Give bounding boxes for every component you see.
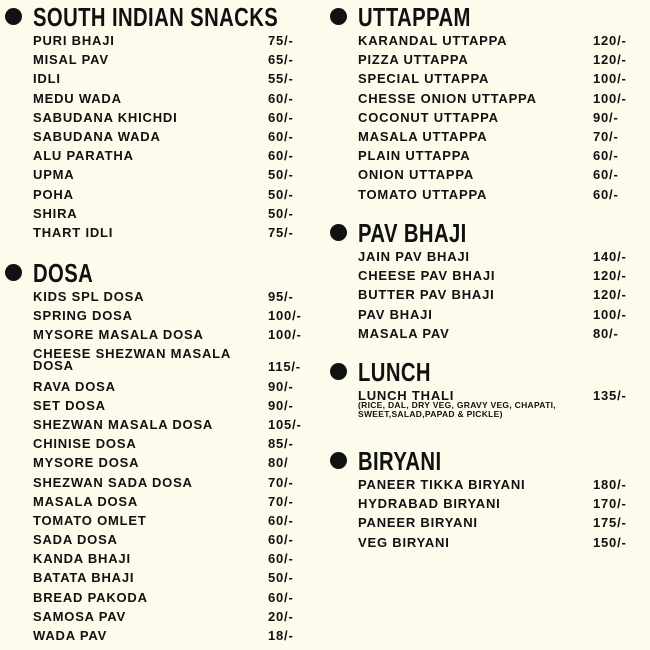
item-name: SPRING DOSA bbox=[33, 308, 133, 324]
item-name: ONION UTTAPPA bbox=[358, 167, 475, 183]
item-price: 18/- bbox=[268, 628, 294, 643]
item-price: 180/- bbox=[593, 477, 627, 492]
item-name: HYDRABAD BIRYANI bbox=[358, 496, 501, 512]
section-title: DOSA bbox=[33, 258, 94, 288]
item-name: VEG BIRYANI bbox=[358, 534, 450, 550]
item-name: RAVA DOSA bbox=[33, 378, 116, 394]
item-price: 50/- bbox=[268, 570, 294, 586]
item-name: SABUDANA WADA bbox=[33, 128, 161, 144]
item-price: 60/- bbox=[268, 128, 294, 144]
item-name: THART IDLI bbox=[33, 224, 114, 240]
item-name: TOMATO UTTAPPA bbox=[358, 186, 488, 202]
item-name: PURI BHAJI bbox=[33, 33, 115, 48]
bullet-icon bbox=[330, 224, 347, 241]
item-name: SET DOSA bbox=[33, 397, 106, 413]
item-name: BATATA BHAJI bbox=[33, 570, 135, 586]
item-name: TOMATO OMLET bbox=[33, 512, 147, 528]
item-price: 50/- bbox=[268, 205, 294, 221]
item-name: UPMA bbox=[33, 167, 75, 183]
item-name: SHIRA bbox=[33, 205, 78, 221]
item-price: 120/- bbox=[593, 52, 627, 68]
item-name: MASALA DOSA bbox=[33, 493, 139, 509]
item-price: 95/- bbox=[268, 289, 294, 304]
item-price: 60/- bbox=[268, 532, 294, 548]
item-name: CHINISE DOSA bbox=[33, 436, 137, 452]
item-price: 170/- bbox=[593, 496, 627, 512]
item-price: 80/- bbox=[593, 325, 619, 341]
item-name: KIDS SPL DOSA bbox=[33, 289, 145, 304]
item-price: 60/- bbox=[593, 148, 619, 164]
item-price: 60/- bbox=[593, 167, 619, 183]
item-name: ALU PARATHA bbox=[33, 148, 134, 164]
item-name: MISAL PAV bbox=[33, 52, 109, 68]
item-price: 100/- bbox=[268, 308, 302, 324]
item-name: SPECIAL UTTAPPA bbox=[358, 71, 490, 87]
item-price: 60/- bbox=[268, 148, 294, 164]
item-price: 90/- bbox=[268, 397, 294, 413]
item-price: 100/- bbox=[268, 327, 302, 343]
item-price: 50/- bbox=[268, 186, 294, 202]
item-price: 60/- bbox=[268, 589, 294, 605]
item-price: 60/- bbox=[268, 551, 294, 567]
item-price: 90/- bbox=[268, 378, 294, 394]
item-price: 60/- bbox=[268, 109, 294, 125]
item-price: 140/- bbox=[593, 249, 627, 264]
item-name: PAV BHAJI bbox=[358, 306, 433, 322]
item-price: 85/- bbox=[268, 436, 294, 452]
item-name: CHESSE ONION UTTAPPA bbox=[358, 90, 537, 106]
item-name: SAMOSA PAV bbox=[33, 608, 126, 624]
item-note: (RICE, DAL, DRY VEG, GRAVY VEG, CHAPATI, SWEET,SALAD,PAPAD & PICKLE) bbox=[358, 400, 556, 419]
item-price: 65/- bbox=[268, 52, 294, 68]
item-price: 50/- bbox=[268, 167, 294, 183]
item-name: JAIN PAV BHAJI bbox=[358, 249, 470, 264]
item-name: MASALA UTTAPPA bbox=[358, 128, 488, 144]
section-title: SOUTH INDIAN SNACKS bbox=[33, 2, 279, 32]
item-name: PANEER TIKKA BIRYANI bbox=[358, 477, 526, 492]
item-price: 120/- bbox=[593, 287, 627, 303]
item-name: KARANDAL UTTAPPA bbox=[358, 33, 508, 48]
item-price: 120/- bbox=[593, 268, 627, 284]
bullet-icon bbox=[5, 8, 22, 25]
item-price: 90/- bbox=[593, 109, 619, 125]
item-name: PANEER BIRYANI bbox=[358, 515, 478, 531]
item-name: SADA DOSA bbox=[33, 532, 118, 548]
item-price: 100/- bbox=[593, 90, 627, 106]
item-name: MYSORE DOSA bbox=[33, 455, 140, 471]
item-price: 175/- bbox=[593, 515, 627, 531]
item-price: 60/- bbox=[268, 90, 294, 106]
bullet-icon bbox=[330, 8, 347, 25]
item-price: 115/- bbox=[268, 358, 301, 374]
item-name: SHEZWAN SADA DOSA bbox=[33, 474, 193, 490]
item-price: 75/- bbox=[268, 33, 294, 48]
item-name: COCONUT UTTAPPA bbox=[358, 109, 499, 125]
item-price: 120/- bbox=[593, 33, 627, 48]
item-price: 55/- bbox=[268, 71, 294, 87]
item-name: WADA PAV bbox=[33, 628, 108, 643]
item-price: 60/- bbox=[593, 186, 619, 202]
item-name: SABUDANA KHICHDI bbox=[33, 109, 178, 125]
section-title: BIRYANI bbox=[358, 446, 442, 476]
item-name: PLAIN UTTAPPA bbox=[358, 148, 471, 164]
item-price: 100/- bbox=[593, 71, 627, 87]
item-name: SHEZWAN MASALA DOSA bbox=[33, 416, 214, 432]
item-price: 105/- bbox=[268, 416, 302, 432]
bullet-icon bbox=[330, 363, 347, 380]
item-price: 60/- bbox=[268, 512, 294, 528]
bullet-icon bbox=[330, 452, 347, 469]
item-name: BREAD PAKODA bbox=[33, 589, 148, 605]
section-title: UTTAPPAM bbox=[358, 2, 471, 32]
item-name: MEDU WADA bbox=[33, 90, 122, 106]
item-price: 80/ bbox=[268, 455, 289, 471]
item-name: BUTTER PAV BHAJI bbox=[358, 287, 495, 303]
item-name: CHEESE SHEZWAN MASALA DOSA bbox=[33, 345, 231, 374]
item-name: POHA bbox=[33, 186, 74, 202]
section-title: PAV BHAJI bbox=[358, 218, 467, 248]
item-price: 75/- bbox=[268, 224, 294, 240]
section-title: LUNCH bbox=[358, 357, 431, 387]
item-name: PIZZA UTTAPPA bbox=[358, 52, 469, 68]
item-price: 70/- bbox=[268, 493, 294, 509]
item-name: CHEESE PAV BHAJI bbox=[358, 268, 496, 284]
item-price: 100/- bbox=[593, 306, 627, 322]
item-name: IDLI bbox=[33, 71, 61, 87]
item-price: 150/- bbox=[593, 534, 627, 550]
item-name: MYSORE MASALA DOSA bbox=[33, 327, 204, 343]
item-name: LUNCH THALI bbox=[358, 388, 455, 403]
item-price: 135/- bbox=[593, 388, 627, 403]
item-name: MASALA PAV bbox=[358, 325, 450, 341]
item-price: 70/- bbox=[268, 474, 294, 490]
item-price: 70/- bbox=[593, 128, 619, 144]
item-name: KANDA BHAJI bbox=[33, 551, 131, 567]
bullet-icon bbox=[5, 264, 22, 281]
item-price: 20/- bbox=[268, 608, 294, 624]
